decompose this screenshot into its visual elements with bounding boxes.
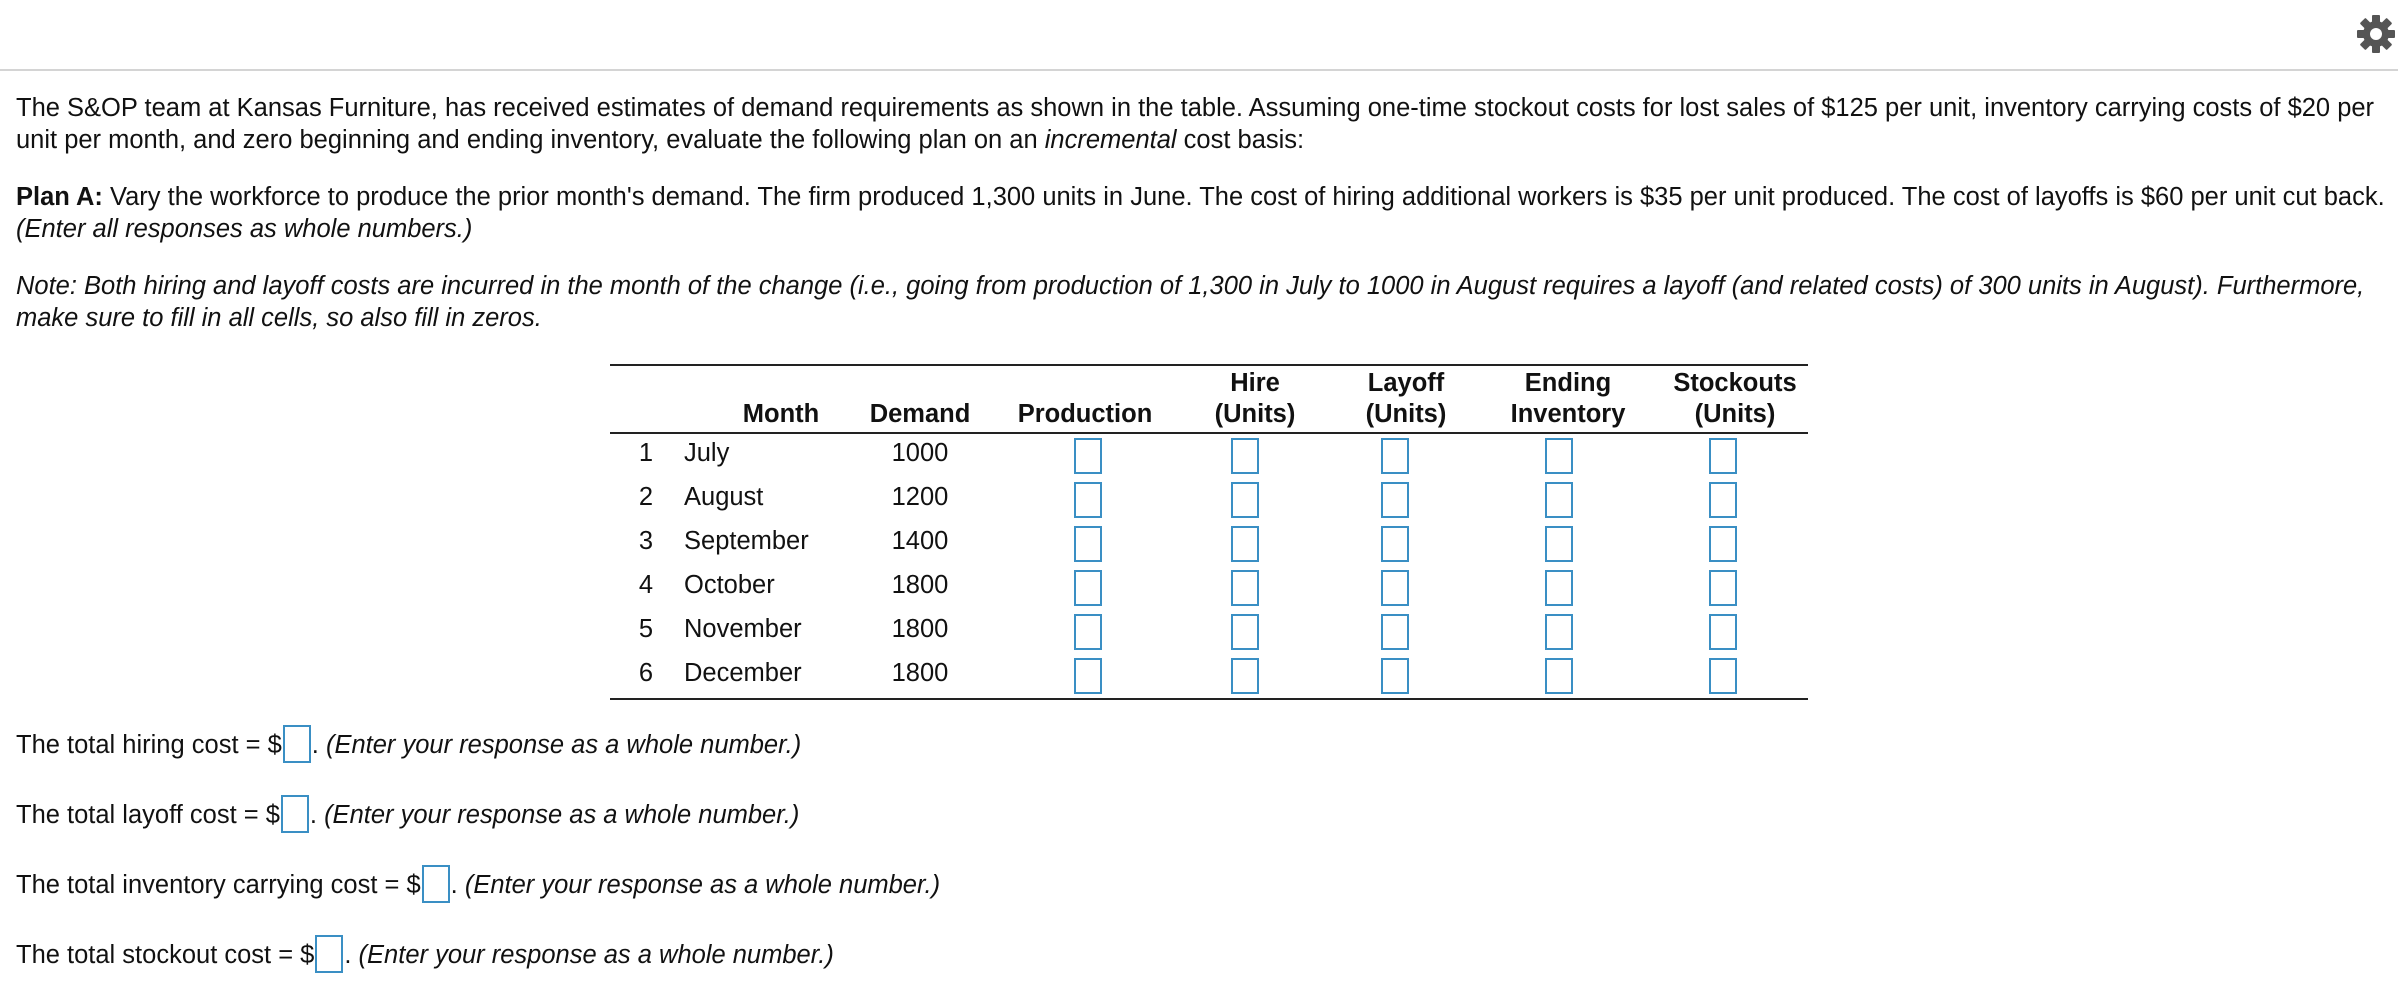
layoff-input-december[interactable] (1381, 658, 1409, 694)
total-inventory-hint: (Enter your response as a whole number.) (464, 871, 941, 899)
stockouts-input-november[interactable] (1709, 614, 1737, 650)
total-hiring-hint: (Enter your response as a whole number.) (325, 731, 802, 759)
row-demand: 1800 (891, 571, 949, 599)
ending-inventory-input-october[interactable] (1545, 570, 1573, 606)
ending-inventory-input-july[interactable] (1545, 438, 1573, 474)
total-stockout-hint: (Enter your response as a whole number.) (358, 941, 834, 969)
total-layoff-input[interactable] (281, 795, 309, 833)
ending-inventory-input-august[interactable] (1545, 482, 1573, 518)
total-layoff-period: . (309, 801, 325, 829)
hire-input-november[interactable] (1231, 614, 1259, 650)
hire-input-august[interactable] (1231, 482, 1259, 518)
row-number: 2 (638, 483, 654, 511)
header-hire-line2: (Units) (1214, 400, 1296, 428)
table-row (610, 654, 1808, 698)
layoff-input-november[interactable] (1381, 614, 1409, 650)
layoff-input-october[interactable] (1381, 570, 1409, 606)
ending-inventory-input-november[interactable] (1545, 614, 1573, 650)
row-demand: 1000 (891, 439, 949, 467)
header-layoff-line1: Layoff (1367, 369, 1445, 397)
intro-emphasis: incremental (1044, 126, 1177, 154)
header-stockouts-line1: Stockouts (1673, 369, 1797, 397)
production-input-september[interactable] (1074, 526, 1102, 562)
layoff-input-july[interactable] (1381, 438, 1409, 474)
row-demand: 1200 (891, 483, 949, 511)
intro-text: The S&OP team at Kansas Furniture, has received estimates of demand requirements as shown in the table. Assuming one-time stockout costs for lost sales of $125 per unit, inventory carrying costs of $20 per unit per month, and zero beginning and ending inventory, evaluate the following plan on an (16, 94, 2375, 154)
plan-table (610, 364, 1808, 700)
header-demand-label: Demand (869, 400, 971, 428)
row-number: 3 (638, 527, 654, 555)
row-month: October (684, 571, 775, 599)
total-inventory-period: . (450, 871, 465, 899)
table-row (610, 610, 1808, 654)
header-ending-inventory (1498, 368, 1638, 430)
total-layoff-cost-line (16, 797, 799, 835)
header-production (1010, 399, 1160, 430)
header-month-label: Month (742, 400, 820, 428)
table-row (610, 522, 1808, 566)
total-layoff-label: The total layoff cost = $ (16, 801, 280, 829)
table-header (610, 366, 1808, 434)
stockouts-input-september[interactable] (1709, 526, 1737, 562)
ending-inventory-input-december[interactable] (1545, 658, 1573, 694)
stockouts-input-october[interactable] (1709, 570, 1737, 606)
note-paragraph: Note: Both hiring and layoff costs are incurred in the month of the change (i.e., going from production of 1,300 in July to 1000 in August requires a layoff (and related costs) of 300 units in August). Furthermore, make sure to fill in all cells, so also fill in zeros. (16, 272, 2365, 332)
total-inventory-cost-line (16, 867, 940, 905)
total-hiring-label: The total hiring cost = $ (16, 731, 282, 759)
row-demand: 1800 (891, 659, 949, 687)
plan-instruction: (Enter all responses as whole numbers.) (16, 215, 473, 243)
header-stockouts (1660, 368, 1810, 430)
header-hire-line1: Hire (1230, 369, 1280, 397)
header-production-label: Production (1017, 400, 1153, 428)
table-body (610, 434, 1808, 698)
row-number: 4 (638, 571, 654, 599)
total-hiring-cost-line (16, 727, 801, 765)
production-input-november[interactable] (1074, 614, 1102, 650)
intro-tail: cost basis: (1176, 126, 1305, 154)
total-inventory-input[interactable] (422, 865, 450, 903)
gear-icon[interactable] (2356, 14, 2396, 54)
row-month: December (684, 659, 802, 687)
stockouts-input-july[interactable] (1709, 438, 1737, 474)
row-demand: 1800 (891, 615, 949, 643)
production-input-august[interactable] (1074, 482, 1102, 518)
hire-input-september[interactable] (1231, 526, 1259, 562)
row-number: 1 (638, 439, 654, 467)
table-row (610, 566, 1808, 610)
total-stockout-label: The total stockout cost = $ (16, 941, 315, 969)
row-number: 6 (638, 659, 654, 687)
header-month (708, 399, 854, 430)
total-stockout-input[interactable] (315, 935, 343, 973)
hire-input-july[interactable] (1231, 438, 1259, 474)
hire-input-october[interactable] (1231, 570, 1259, 606)
plan-label: Plan A: (16, 183, 103, 211)
intro-paragraph (16, 92, 2386, 156)
plan-paragraph (16, 181, 2386, 245)
total-stockout-period: . (344, 941, 359, 969)
header-hire (1200, 368, 1310, 430)
row-month: August (684, 483, 764, 511)
production-input-october[interactable] (1074, 570, 1102, 606)
plan-text: Vary the workforce to produce the prior month's demand. The firm produced 1,300 units in June. The cost of hiring additional workers is $35 per unit produced. The cost of layoffs is $60 per unit cut back. (102, 183, 2385, 211)
stockouts-input-december[interactable] (1709, 658, 1737, 694)
row-month: September (684, 527, 809, 555)
total-layoff-hint: (Enter your response as a whole number.) (324, 801, 800, 829)
total-hiring-period: . (311, 731, 326, 759)
header-layoff (1351, 368, 1461, 430)
row-number: 5 (638, 615, 654, 643)
total-hiring-input[interactable] (283, 725, 311, 763)
hire-input-december[interactable] (1231, 658, 1259, 694)
total-stockout-cost-line (16, 937, 834, 975)
header-layoff-line2: (Units) (1365, 400, 1447, 428)
table-row (610, 478, 1808, 522)
header-stockouts-line2: (Units) (1694, 400, 1776, 428)
header-demand (860, 399, 980, 430)
production-input-july[interactable] (1074, 438, 1102, 474)
row-month: July (684, 439, 730, 467)
row-demand: 1400 (891, 527, 949, 555)
total-inventory-label: The total inventory carrying cost = $ (16, 871, 421, 899)
layoff-input-august[interactable] (1381, 482, 1409, 518)
layoff-input-september[interactable] (1381, 526, 1409, 562)
header-ending-line2: Inventory (1510, 400, 1626, 428)
ending-inventory-input-september[interactable] (1545, 526, 1573, 562)
header-ending-line1: Ending (1524, 369, 1612, 397)
table-row (610, 434, 1808, 478)
production-input-december[interactable] (1074, 658, 1102, 694)
top-bar (0, 0, 2398, 71)
row-month: November (684, 615, 802, 643)
stockouts-input-august[interactable] (1709, 482, 1737, 518)
